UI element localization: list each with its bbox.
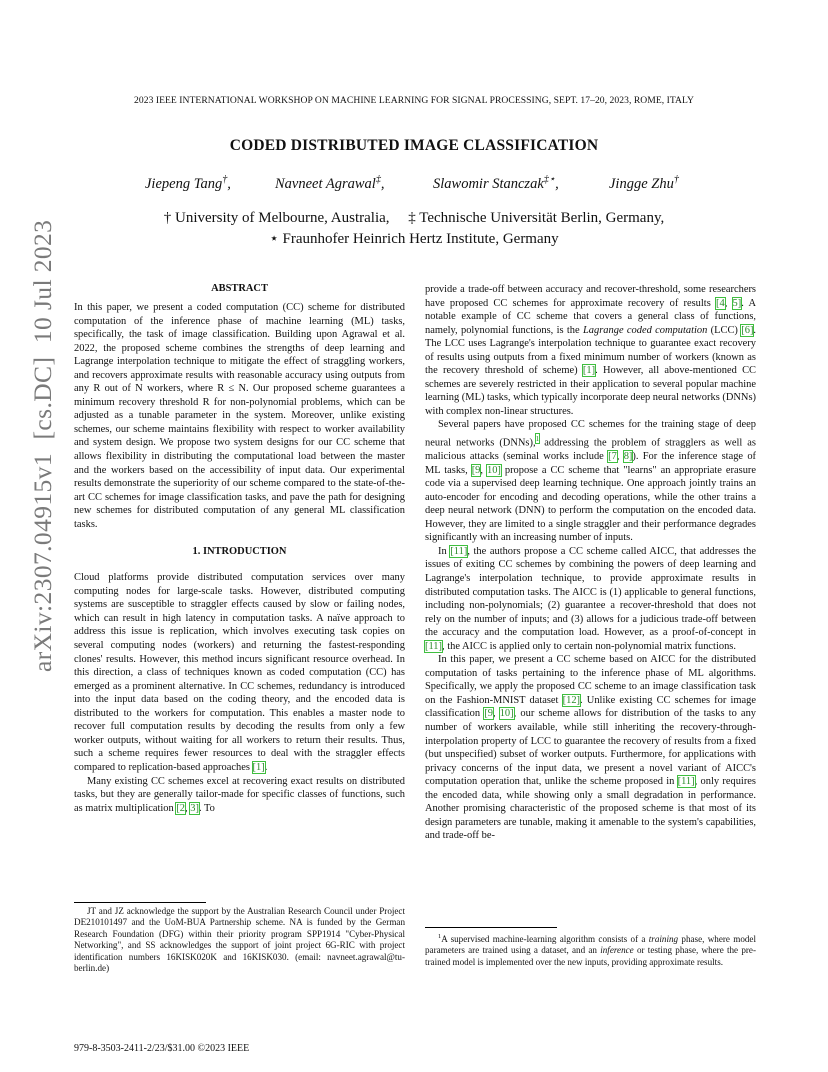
paper-title: CODED DISTRIBUTED IMAGE CLASSIFICATION (229, 137, 599, 154)
intro-paragraph-2: Many existing CC schemes excel at recovering exact results on distributed tasks, but they are generally tailor-made for specific classes of functions, such as matrix multiplication [2, 3]. To (74, 775, 405, 814)
citation-link[interactable]: [1] (252, 761, 265, 773)
intro-heading: 1. INTRODUCTION (192, 546, 287, 558)
affiliations-line-2: ⋆ Fraunhofer Heinrich Hertz Institute, Germany (269, 231, 559, 247)
affiliations-line-1: † University of Melbourne, Australia, ‡ Technische Universität Berlin, Germany, (163, 210, 665, 226)
author-4: Jingge Zhu† (609, 174, 679, 192)
citation-link[interactable]: [11] (450, 545, 468, 557)
arxiv-identifier: arXiv:2307.04915v1 [cs.DC] 10 Jul 2023 (28, 219, 57, 672)
citation-link[interactable]: [9 (471, 464, 481, 476)
right-paragraph-2: Several papers have proposed CC schemes for the training stage of deep neural networks (DNNs),$^1$ addressing the problem of stragglers as well as malicious attacks (seminal works include [7, 8]). For the inference stage of ML tasks, [9, 10] propose a CC scheme that "learns" an appropriate erasure code via a supervised deep learning technique. One approach jointly trains an auto-encoder for encoding and decoding operations, while the other trains a deep neural network (DNN) to perform the computation on the encoded data. However, they are limited to a single straggler and their performance degrades significantly with an increasing number of inputs. (425, 419, 757, 544)
citation-link[interactable]: 3] (190, 802, 199, 814)
author-3: Slawomir Stanczak‡⋆, (433, 174, 559, 192)
right-paragraph-1: provide a trade-off between accuracy and recover-threshold, some researchers have proposed CC schemes for approximate recovery of results [4, 5]. A notable example of CC scheme that covers a general class of functions, namely, polynomial functions, is the Lagrange coded computation (LCC) [6]. The LCC uses Lagrange's interpolation technique to guarantee exact recovery of results using outputs from a fixed minimum number of workers (known as the recovery threshold of scheme) [1]. However, all above-mentioned CC schemes are severely restricted in their application to several popular machine learning (ML) tasks, which typically incorporate deep neural networks (DNNs) with complex non-linear structures. (425, 284, 757, 417)
author-1: Jiepeng Tang†, (145, 174, 231, 192)
conference-header: 2023 IEEE INTERNATIONAL WORKSHOP ON MACHINE LEARNING FOR SIGNAL PROCESSING, SEPT. 17–20, 2023, ROME, ITALY (134, 95, 694, 106)
citation-link[interactable]: [12] (562, 694, 581, 706)
citation-link[interactable]: [11] (425, 640, 443, 652)
footnote-rule-left (74, 902, 206, 903)
intro-body (74, 571, 405, 815)
citation-link[interactable]: 5] (732, 297, 742, 309)
citation-link[interactable]: [1] (582, 365, 596, 377)
citation-link[interactable]: [11] (677, 776, 695, 788)
citation-link[interactable]: [4 (715, 297, 725, 309)
left-column (74, 282, 405, 815)
citation-link[interactable]: [7 (608, 451, 617, 463)
footnote-rule-right (425, 927, 557, 928)
citation-link[interactable]: 10] (486, 464, 501, 476)
ml-footnote: $^1$A supervised machine-learning algorithm consists of a training phase, where model parameters are trained using a dataset, and an inference or testing phase, where the pre-trained model is implemented over the new inputs, providing approximate results. (425, 933, 756, 967)
citation-link[interactable]: [6] (741, 324, 754, 336)
citation-link[interactable]: [2 (176, 802, 186, 814)
right-paragraph-3: In [11], the authors propose a CC scheme called AICC, that addresses the issues of exiting CC schemes by combining the powers of deep learning and Lagrange's interpolation technique, to provide approximate results in distributed computation tasks. The AICC is (1) applicable to general functions, including non-polynomials; (2) guarantee a recover-threshold that does not rely on the number of inputs; and (3) allows for a judicious trade-off between the accuracy and the computation load. However, as a proof-of-concept in [11], the AICC is applied only to certain non-polynomial matrix functions. (425, 545, 757, 652)
isbn-copyright: 979-8-3503-2411-2/23/$31.00 ©2023 IEEE (74, 1043, 250, 1054)
right-column (425, 283, 756, 843)
intro-paragraph-1: Cloud platforms provide distributed computation services over many computing nodes for large-scale tasks. However, distributed computing systems are susceptible to straggler effects caused by slow or failing nodes, which can result in high latency in computation tasks. A naïve approach to address this issue is replication, which involves executing task copies on several computing nodes (workers) and returning the fastest-responding clones' results. However, this method incurs significant resource overhead. In this direction, a class of techniques known as coded computation (CC) has emerged as a prominent alternative. In CC schemes, redundancy is introduced into the input data based on the coding theory, and the encoded data is distributed to the workers for computation. This enables a master node to recover full computation results by decoding the results from only a few worker outputs, without waiting for all workers to return their results. Thus, such a scheme requires fewer resources to deal with the straggler effects compared to replication-based approaches [1]. (74, 572, 405, 773)
citation-link[interactable]: 8] (623, 451, 633, 463)
abstract-heading: ABSTRACT (211, 283, 268, 294)
citation-link[interactable]: [9 (484, 708, 493, 720)
funding-footnote: JT and JZ acknowledge the support by the Australian Research Council under Project DE210101497 and the UoM-BUA Partnership scheme. NA is funded by the German Research Foundation (DFG) within their priority program SPP1914 "Cyber-Physical Networking", and SS acknowledges the support of joint project 6G-RIC with project identification numbers 16KISK020K and 16KISK030. (email: navneet.agrawal@tu-berlin.de) (74, 906, 405, 974)
citation-link[interactable]: 10] (499, 708, 514, 720)
footnote-link[interactable]: 1 (535, 434, 540, 444)
abstract-text: In this paper, we present a coded computation (CC) scheme for distributed computation of the inference phase of machine learning (ML) tasks, specifically, the task of image classification. Building upon Agrawal et al. 2022, the proposed scheme combines the strengths of deep learning and Lagrange interpolation technique to mitigate the effect of straggling workers, and recovers approximate results with reasonable accuracy using outputs from any R out of N workers, where R ≤ N. Our proposed scheme guarantees a minimum recovery threshold R for non-polynomial problems, which can be adjusted as a tunable parameter in the system. Moreover, unlike existing schemes, our scheme maintains flexibility with respect to worker availability and system design. We propose two system designs for our CC scheme that allows flexibility in distributing the computational load between the master and the workers based on the accessibility of input data. Our experimental results demonstrate the superiority of our scheme compared to the state-of-the-art CC schemes for image classification tasks, and pave the path for designing new schemes for distributed computation of any general ML classification tasks. (74, 302, 405, 530)
author-2: Navneet Agrawal‡, (275, 174, 385, 192)
right-paragraph-4: In this paper, we present a CC scheme based on AICC for the distributed computation of tasks pertaining to the inference phase of ML algorithms. Specifically, we apply the proposed CC scheme to an image classification task on the Fashion-MNIST dataset [12]. Unlike existing CC schemes for image classification [9, 10], our scheme allows for distribution of the tasks to any number of workers available, while still inheriting the recovery-through-interpolation property of LCC to guarantee the recovery of results from a fixed (but unspecified) subset of worker outputs. Furthermore, for applications with privacy concerns of the input data, we present a novel variant of AICC's computation operation that, unlike the scheme proposed in [11], only requires the encoded data, while showing only a small degradation in performance. Another promising characteristic of the proposed scheme is that most of its design parameters are tunable, making it amenable to the system's capabilities, and trade-off be- (425, 654, 757, 842)
